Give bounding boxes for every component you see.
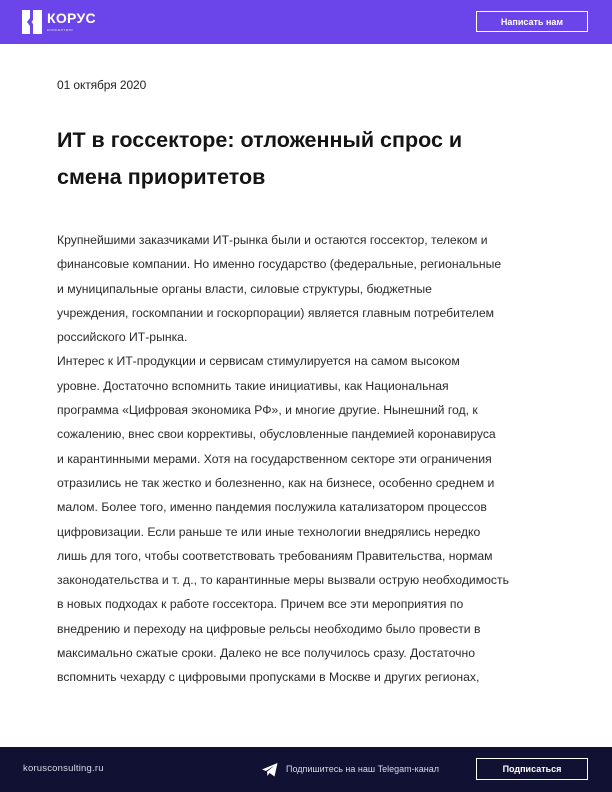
body-line: программа «Цифровая экономика РФ», и многие другие. Нынешний год, к bbox=[57, 403, 478, 418]
body-line: максимально сжатые сроки. Далеко не все получилось сразу. Достаточно bbox=[57, 646, 476, 661]
body-line: учреждения, госкомпании и госкорпорации) является главным потребителем bbox=[57, 305, 495, 320]
body-line: вспомнить чехарду с цифровыми пропусками в Москве и других регионах, bbox=[57, 670, 480, 685]
article-body bbox=[57, 228, 562, 690]
article-title bbox=[57, 122, 557, 196]
logo-name: КОРУС bbox=[47, 10, 96, 26]
body-line: цифровизации. Если раньше те или иные технологии внедрялись нередко bbox=[57, 524, 481, 539]
logo-subtitle: консалтинг bbox=[47, 27, 74, 32]
body-line: финансовые компании. Но именно государство (федеральные, региональные bbox=[57, 257, 502, 272]
body-line: Интерес к ИТ-продукции и сервисам стимулируется на самом высоком bbox=[57, 354, 460, 369]
body-line: уровне. Достаточно вспомнить такие инициативы, как Национальная bbox=[57, 378, 449, 393]
top-header bbox=[0, 0, 612, 44]
body-line: малом. Более того, именно пандемия послужила катализатором процессов bbox=[57, 500, 487, 515]
title-line: ИТ в госсекторе: отложенный спрос и bbox=[57, 128, 463, 152]
body-line: сожалению, внес свои коррективы, обусловленные пандемией коронавируса bbox=[57, 427, 496, 442]
korus-logo-icon bbox=[22, 10, 42, 34]
telegram-icon[interactable] bbox=[262, 763, 278, 777]
site-link[interactable]: korusconsulting.ru bbox=[23, 763, 104, 774]
write-us-button[interactable]: Написать нам bbox=[476, 11, 588, 32]
body-line: лишь для того, чтобы соответствовать требованиям Правительства, нормам bbox=[57, 548, 493, 563]
body-line: и карантинными мерами. Хотя на государственном секторе эти ограничения bbox=[57, 451, 492, 466]
body-line: и муниципальные органы власти, силовые структуры, бюджетные bbox=[57, 281, 432, 296]
body-line: отразились не так жестко и болезненно, как на бизнесе, особенно среднем и bbox=[57, 475, 495, 490]
article-date: 01 октября 2020 bbox=[57, 78, 147, 92]
telegram-subscribe-text[interactable]: Подпишитесь на наш Telegam-канал bbox=[286, 764, 439, 774]
page-footer bbox=[0, 747, 612, 792]
body-line: Крупнейшими заказчиками ИТ-рынка были и остаются госсектор, телеком и bbox=[57, 233, 488, 247]
body-line: российского ИТ-рынка. bbox=[57, 330, 188, 345]
korus-logo[interactable] bbox=[22, 10, 96, 34]
body-line: внедрению и переходу на цифровые рельсы необходимо было провести в bbox=[57, 621, 481, 636]
title-line: смена приоритетов bbox=[57, 165, 266, 189]
body-line: законодательства и т. д., то карантинные меры вызвали острую необходимость bbox=[57, 573, 509, 588]
body-line: в новых подходах к работе госсектора. Причем все эти мероприятия по bbox=[57, 597, 464, 612]
subscribe-button[interactable]: Подписаться bbox=[476, 758, 588, 780]
